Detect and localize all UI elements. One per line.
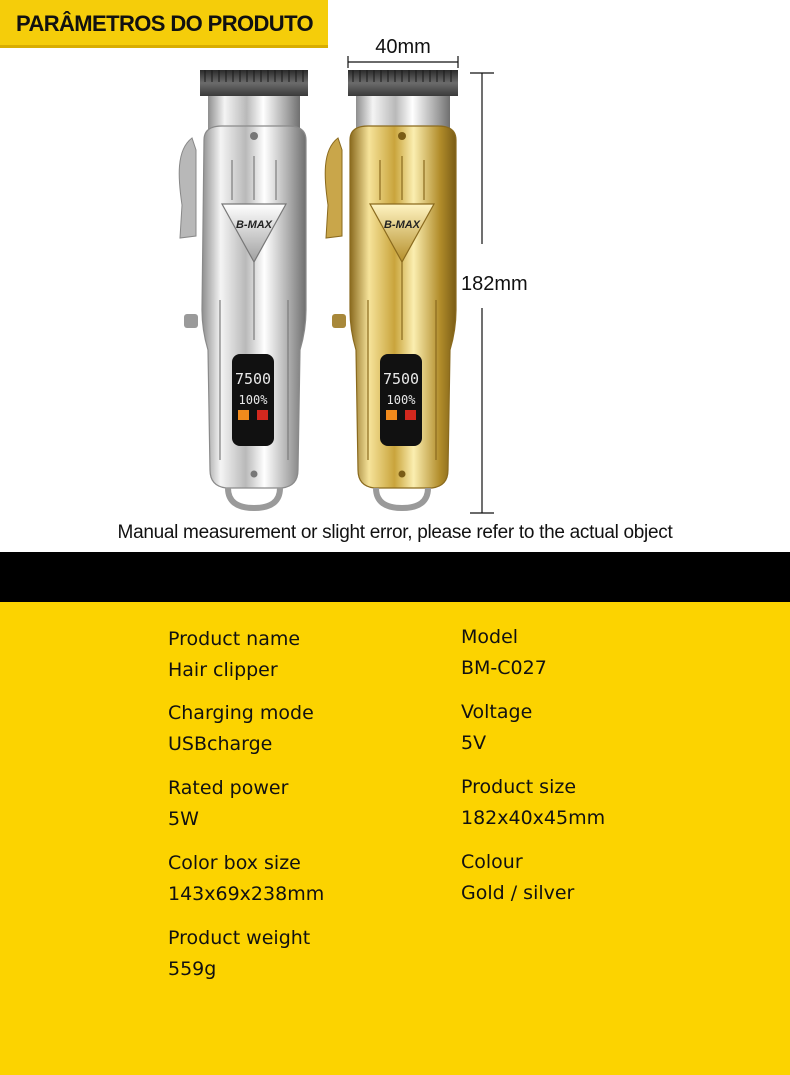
spec-value: BM-C027 [461,657,547,679]
height-dimension [461,73,528,513]
height-label: 182mm [461,273,528,295]
title-banner [0,0,328,48]
spec-label: Product name [168,628,301,650]
silver-brand-label: B-MAX [235,219,273,231]
silver-display-main: 7500 [234,370,272,388]
gold-clipper [325,70,458,508]
spec-value: Hair clipper [168,659,278,681]
spec-value: USBcharge [168,733,273,755]
spec-colour [461,847,574,909]
spec-product-size [461,772,605,834]
spec-rated-power [168,773,288,835]
width-label: 40mm [375,36,431,58]
measurement-note: Manual measurement or slight error, please refer to the actual object [117,522,673,543]
silver-clipper [179,70,308,508]
gold-display-main: 7500 [382,370,420,388]
spec-label: Product weight [168,927,311,949]
gold-display-pct: 100% [386,393,416,407]
spec-product-weight [168,923,310,985]
spec-label: Colour [461,851,523,873]
spec-value: Gold / silver [461,882,575,904]
spec-panel [0,602,790,1075]
clipper-illustration [0,36,790,518]
page-title: PARÂMETROS DO PRODUTO [16,11,314,36]
silver-display-pct: 100% [238,393,268,407]
spec-voltage [461,697,532,759]
width-dimension [348,36,458,68]
divider-band [0,552,790,602]
spec-value: 182x40x45mm [461,807,606,829]
spec-value: 5V [461,732,487,754]
spec-label: Product size [461,776,577,798]
spec-label: Charging mode [168,702,314,724]
gold-brand-label: B-MAX [383,219,421,231]
spec-value: 559g [168,958,217,980]
spec-label: Voltage [461,701,533,723]
product-figure [0,36,790,518]
spec-color-box-size [168,848,324,910]
spec-value: 143x69x238mm [168,883,325,905]
spec-value: 5W [168,808,199,830]
spec-model [461,622,547,684]
spec-label: Model [461,626,519,648]
spec-charging-mode [168,698,314,760]
spec-label: Color box size [168,852,301,874]
spec-label: Rated power [168,777,289,799]
spec-product-name [168,624,300,686]
